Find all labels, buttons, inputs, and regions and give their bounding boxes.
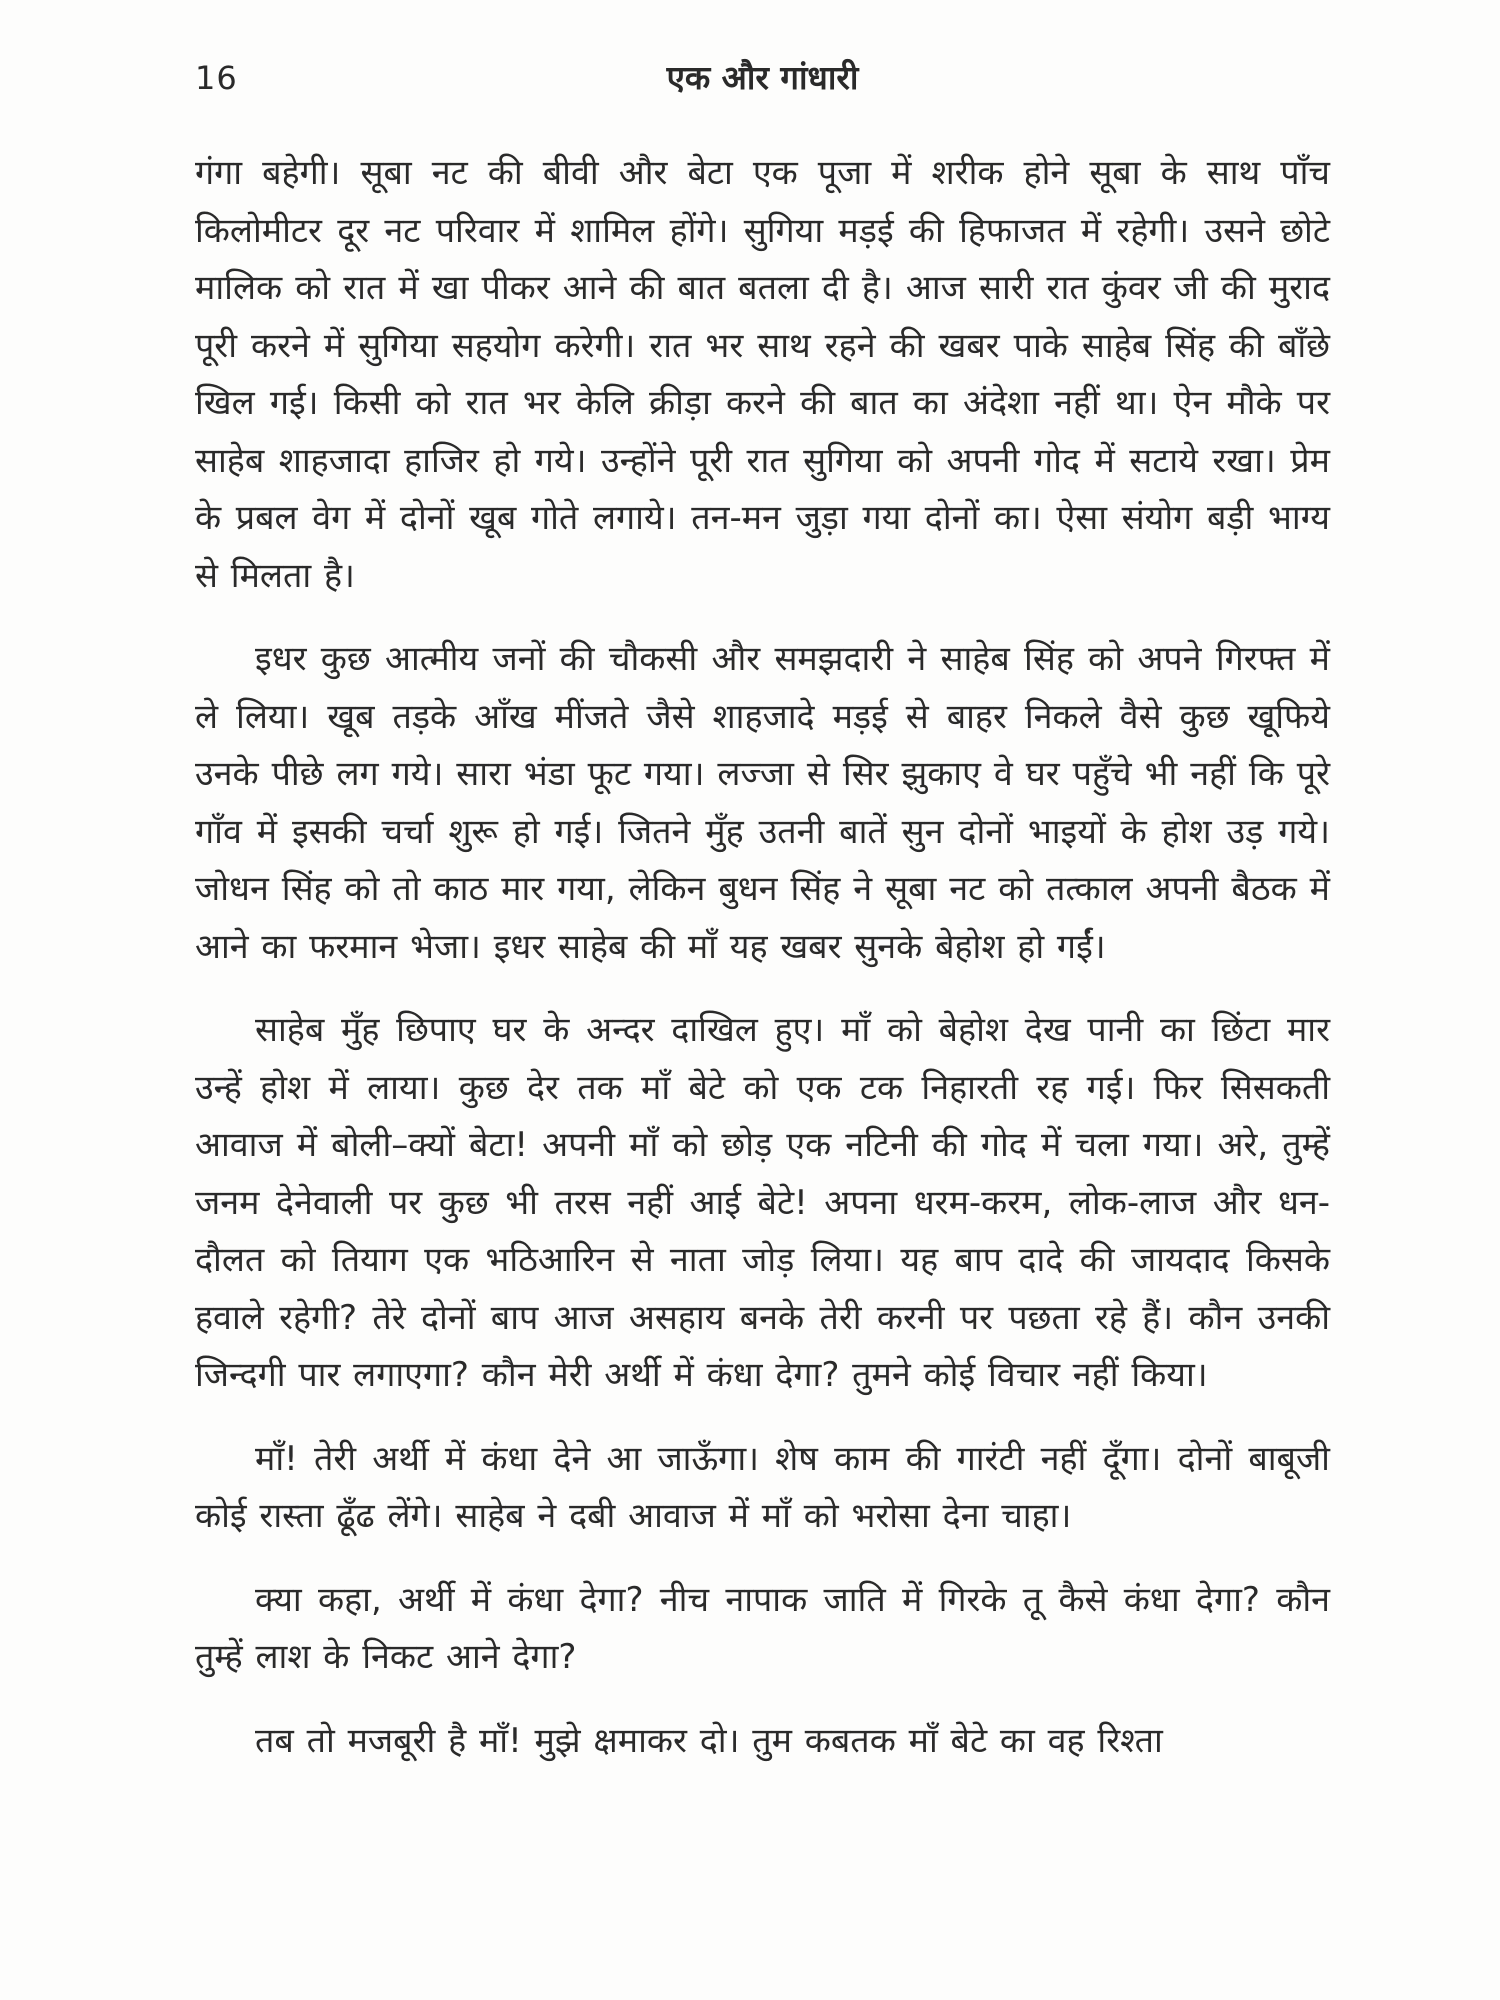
paragraph-3: साहेब मुँह छिपाए घर के अन्दर दाखिल हुए। माँ को बेहोश देख पानी का छिंटा मार उन्हें होश में लाया। कुछ देर तक माँ बेटे को एक टक निहारती रह गई। फिर सिसकती आवाज में बोली–क्यों बेटा! अपनी माँ को छोड़ एक नटिनी की गोद में चला गया। अरे, तुम्हें जनम देनेवाली पर कुछ भी तरस नहीं आई बेटे! अपना धरम-करम, लोक-लाज और धन-दौलत को तियाग एक भठिआरिन से नाता जोड़ लिया। यह बाप दादे की जायदाद किसके हवाले रहेगी? तेरे दोनों बाप आज असहाय बनके तेरी करनी पर पछता रहे हैं। कौन उनकी जिन्दगी पार लगाएगा? कौन मेरी अर्थी में कंधा देगा? तुमने कोई विचार नहीं किया। [195, 1010, 1330, 1395]
paragraph-5: क्या कहा, अर्थी में कंधा देगा? नीच नापाक जाति में गिरके तू कैसे कंधा देगा? कौन तुम्हें लाश के निकट आने देगा? [195, 1579, 1330, 1677]
paragraph-2: इधर कुछ आत्मीय जनों की चौकसी और समझदारी ने साहेब सिंह को अपने गिरफ्त में ले लिया। खूब तड़के आँख मींजते जैसे शाहजादे मड़ई से बाहर निकले वैसे कुछ खूफिये उनके पीछे लग गये। सारा भंडा फूट गया। लज्जा से सिर झुकाए वे घर पहुँचे भी नहीं कि पूरे गाँव में इसकी चर्चा शुरू हो गई। जितने मुँह उतनी बातें सुन दोनों भाइयों के होश उड़ गये। जोधन सिंह को तो काठ मार गया, लेकिन बुधन सिंह ने सूबा नट को तत्काल अपनी बैठक में आने का फरमान भेजा। इधर साहेब की माँ यह खबर सुनके बेहोश हो गईं। [195, 639, 1330, 967]
running-title: एक और गांधारी [666, 58, 859, 97]
paragraph-1: गंगा बहेगी। सूबा नट की बीवी और बेटा एक पूजा में शरीक होने सूबा के साथ पाँच किलोमीटर दूर नट परिवार में शामिल होंगे। सुगिया मड़ई की हिफाजत में रहेगी। उसने छोटे मालिक को रात में खा पीकर आने की बात बतला दी है। आज सारी रात कुंवर जी की मुराद पूरी करने में सुगिया सहयोग करेगी। रात भर साथ रहने की खबर पाके साहेब सिंह की बाँछे खिल गई। किसी को रात भर केलि क्रीड़ा करने की बात का अंदेशा नहीं था। ऐन मौके पर साहेब शाहजादा हाजिर हो गये। उन्होंने पूरी रात सुगिया को अपनी गोद में सटाये रखा। प्रेम के प्रबल वेग में दोनों खूब गोते लगाये। तन-मन जुड़ा गया दोनों का। ऐसा संयोग बड़ी भाग्य से मिलता है। [195, 153, 1330, 596]
paragraph-6: तब तो मजबूरी है माँ! मुझे क्षमाकर दो। तुम कबतक माँ बेटे का वह रिश्ता [255, 1720, 1163, 1761]
page-number: 16 [195, 59, 238, 97]
body-text [195, 145, 1330, 1796]
page-header [195, 48, 1330, 108]
paragraph-4: माँ! तेरी अर्थी में कंधा देने आ जाऊँगा। शेष काम की गारंटी नहीं दूँगा। दोनों बाबूजी कोई रास्ता ढूँढ लेंगे। साहेब ने दबी आवाज में माँ को भरोसा देना चाहा। [195, 1438, 1330, 1536]
